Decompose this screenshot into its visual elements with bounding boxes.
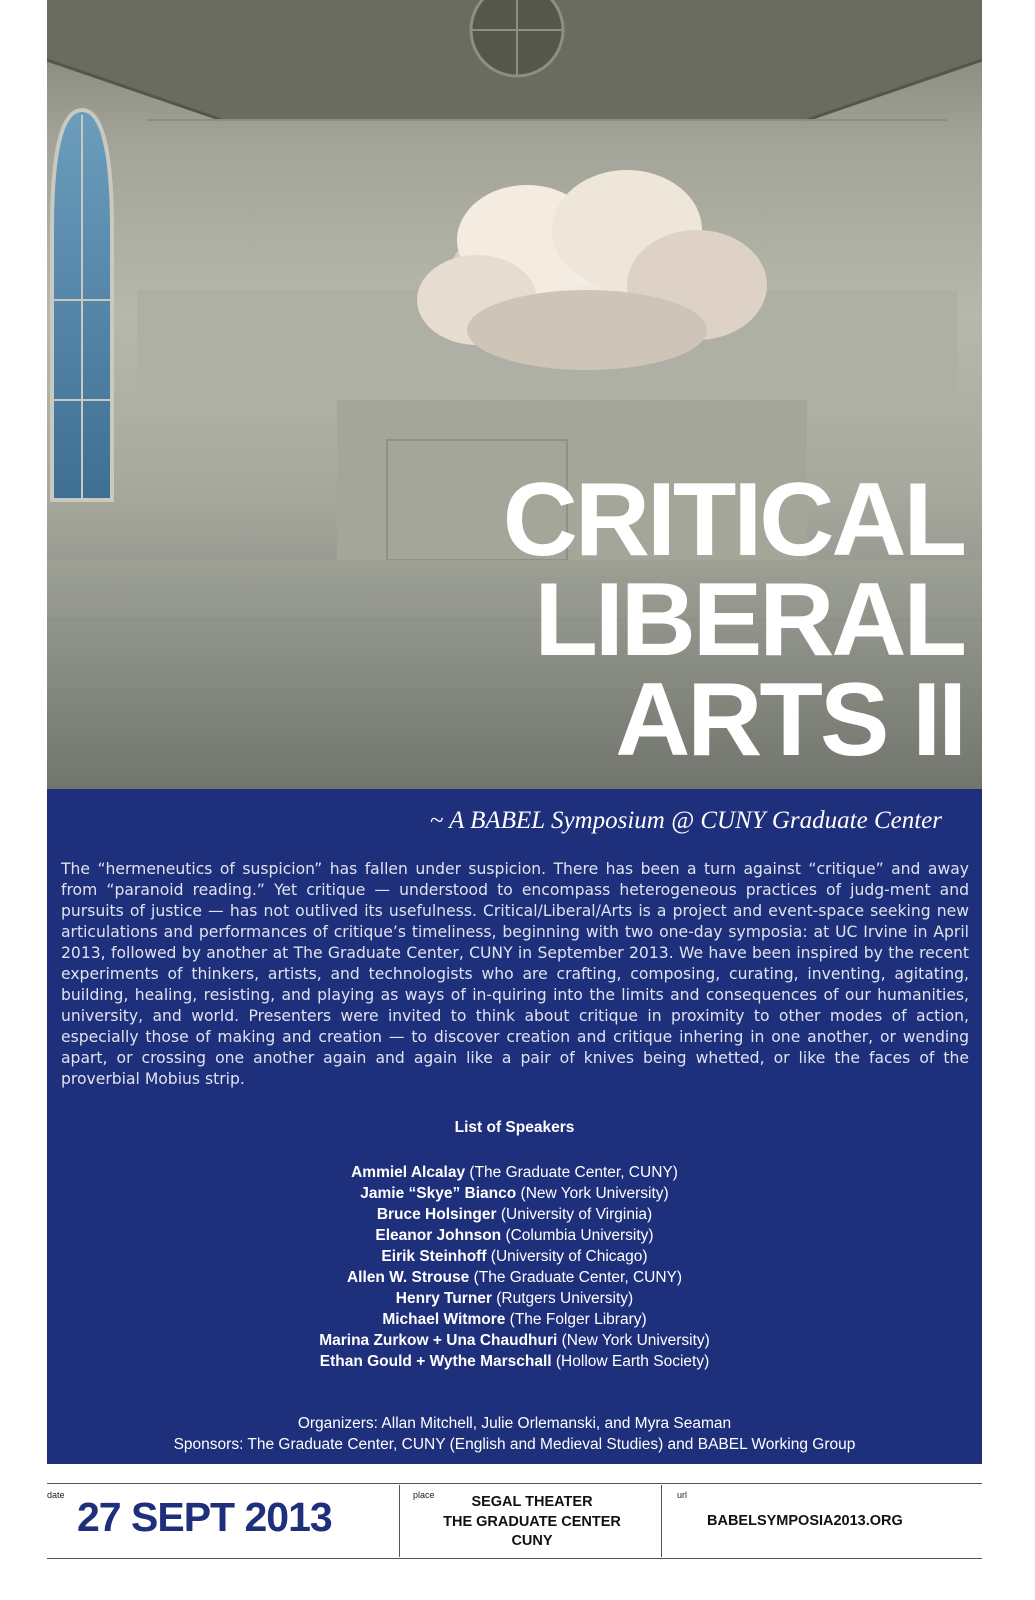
speaker-name: Eirik Steinhoff <box>381 1248 487 1265</box>
place-line-3: CUNY <box>511 1533 553 1549</box>
speaker-name: Bruce Holsinger <box>376 1206 497 1223</box>
event-url: BABELSYMPOSIA2013.ORG <box>707 1513 903 1529</box>
place-line-1: SEGAL THEATER <box>471 1494 593 1510</box>
speaker-item <box>47 1309 982 1330</box>
speaker-affiliation: (The Graduate Center, CUNY) <box>469 1269 683 1286</box>
footer-divider <box>399 1485 400 1557</box>
speaker-item <box>47 1162 982 1183</box>
speaker-affiliation: (Hollow Earth Society) <box>551 1353 710 1370</box>
speaker-item <box>47 1225 982 1246</box>
credits <box>47 1413 982 1455</box>
poster-title <box>502 462 964 778</box>
speaker-name: Eleanor Johnson <box>375 1227 502 1244</box>
speaker-affiliation: (New York University) <box>557 1332 710 1349</box>
speaker-name: Allen W. Strouse <box>346 1269 470 1286</box>
title-line-1: CRITICAL <box>502 462 964 578</box>
speaker-affiliation: (The Graduate Center, CUNY) <box>465 1164 678 1181</box>
subtitle: ~ A BABEL Symposium @ CUNY Graduate Center <box>429 807 942 834</box>
event-place <box>401 1493 663 1552</box>
speaker-item <box>47 1330 982 1351</box>
speaker-affiliation: (New York University) <box>516 1185 669 1202</box>
speaker-name: Marina Zurkow + Una Chaudhuri <box>319 1332 558 1349</box>
footer-rule-bottom <box>47 1558 982 1559</box>
hero-photo <box>47 0 982 789</box>
speaker-item <box>47 1267 982 1288</box>
speaker-name: Jamie “Skye” Bianco <box>360 1185 517 1202</box>
speaker-item <box>47 1183 982 1204</box>
speaker-affiliation: (University of Chicago) <box>486 1248 648 1265</box>
speaker-item <box>47 1288 982 1309</box>
date-label: date <box>47 1490 65 1500</box>
speakers-heading: List of Speakers <box>454 1119 575 1136</box>
event-date: 27 SEPT 2013 <box>77 1494 332 1540</box>
description: The “hermeneutics of suspicion” has fallen under suspicion. There has been a turn against “critique” and away from “paranoid reading.” Yet critique — understood to encompass heterogeneous practices of judg-ment and pursuits of justice — has not outlived its usefulness. Critical/Liberal/Arts is a project and event-space seeking new articulations and performances of critique’s timeliness, beginning with two one-day symposia: at UC Irvine in April 2013, followed by another at The Graduate Center, CUNY in September 2013. We have been inspired by the recent experiments of thinkers, artists, and technologists who are crafting, composing, curating, inventing, agitating, building, healing, resisting, and playing as ways of in-quiring into the limits and consequences of our humanities, university, and world. Presenters were invited to think about critique in proximity to other modes of action, especially those of making and creation — to discover creation and critique inhering in one another, or wending apart, or crossing one another again and again like a pair of knives being whetted, or like the faces of the proverbial Mobius strip. <box>61 860 969 1088</box>
speaker-affiliation: (The Folger Library) <box>505 1311 647 1328</box>
footer-divider <box>661 1485 662 1557</box>
info-panel <box>47 789 982 1464</box>
title-line-2: LIBERAL <box>534 562 964 678</box>
speaker-name: Ethan Gould + Wythe Marschall <box>319 1353 552 1370</box>
speaker-affiliation: (University of Virginia) <box>496 1206 653 1223</box>
speaker-name: Ammiel Alcalay <box>351 1164 466 1181</box>
speaker-list <box>47 1162 982 1372</box>
speaker-affiliation: (Rutgers University) <box>491 1290 634 1307</box>
organizers: Organizers: Allan Mitchell, Julie Orlemanski, and Myra Seaman <box>297 1415 732 1432</box>
event-details-bar <box>47 1483 982 1559</box>
url-label: url <box>677 1490 688 1500</box>
speaker-item <box>47 1351 982 1372</box>
speaker-name: Michael Witmore <box>382 1311 506 1328</box>
place-line-2: THE GRADUATE CENTER <box>443 1513 621 1530</box>
sponsors: Sponsors: The Graduate Center, CUNY (English and Medieval Studies) and BABEL Working Group <box>173 1436 856 1453</box>
place-label: place <box>413 1490 435 1500</box>
speaker-affiliation: (Columbia University) <box>501 1227 654 1244</box>
footer-rule-top <box>47 1483 982 1484</box>
speaker-name: Henry Turner <box>395 1290 492 1307</box>
title-line-3: ARTS II <box>615 662 964 778</box>
speaker-item <box>47 1246 982 1267</box>
speaker-item <box>47 1204 982 1225</box>
